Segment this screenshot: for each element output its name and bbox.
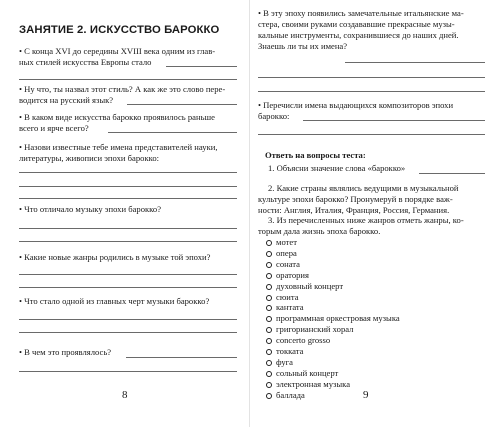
genre-item[interactable] [266,292,299,303]
question-composers: • Перечисли имена выдающихся композиторов эпохи барокко: [258,100,454,121]
genre-item[interactable] [266,335,330,346]
question-3: • В каком виде искусства барокко проявилось раньше всего и ярче всего? [19,112,215,133]
question-6: • Какие новые жанры родились в музыке той эпохи? [19,252,211,262]
genre-label: электронная музыка [276,378,351,389]
test-question-1: 1. Объясни значение слова «барокко» [268,163,406,173]
genre-label: concerto grosso [276,335,331,346]
genre-label: программная оркестровая музыка [276,313,400,324]
radio-circle-icon[interactable] [266,251,272,257]
radio-circle-icon[interactable] [266,327,272,333]
answer-line[interactable] [19,332,237,333]
genre-label: оратория [276,269,309,280]
genre-label: духовный концерт [276,280,344,291]
test-question-2: 2. Какие страны являлись ведущими в музыкальной культуре эпохи барокко? Пронумеруй в порядке важ- ности: Англия, Италия, Франция, Россия, Германия. [258,183,459,215]
answer-line[interactable] [19,79,237,80]
genre-label: баллада [276,389,305,400]
question-masters: • В эту эпоху появились замечательные итальянские ма- стера, своими руками создававшие прекрасные музы- кальные инструменты, сохранившиеся до наших дней. Знаешь ли ты их имена? [258,8,464,51]
question-1: • С конца XVI до середины XVIII века одним из глав- ных стилей искусства Европы стало [19,46,216,67]
radio-circle-icon[interactable] [266,305,272,311]
genre-item[interactable] [266,368,338,379]
answer-line[interactable] [19,186,237,187]
radio-circle-icon[interactable] [266,295,272,301]
question-4: • Назови известные тебе имена представителей науки, литературы, живописи эпохи барокко: [19,142,218,163]
genre-label: сольный концерт [276,367,339,378]
answer-line[interactable] [19,319,237,320]
radio-circle-icon[interactable] [266,316,272,322]
question-7: • Что стало одной из главных черт музыки барокко? [19,296,210,306]
question-8: • В чем это проявлялось? [19,347,112,357]
radio-circle-icon[interactable] [266,382,272,388]
radio-circle-icon[interactable] [266,284,272,290]
genre-item[interactable] [266,237,297,248]
genre-item[interactable] [266,248,297,259]
genre-item[interactable] [266,357,293,368]
answer-line[interactable] [19,198,237,199]
radio-circle-icon[interactable] [266,273,272,279]
page-number-right: 9 [363,389,369,401]
genre-label: сюита [276,291,299,302]
genre-label: соната [276,258,300,269]
lesson-title: ЗАНЯТИЕ 2. ИСКУССТВО БАРОККО [19,24,220,36]
genre-item[interactable] [266,302,304,313]
answer-line[interactable] [345,62,485,63]
answer-line[interactable] [258,91,485,92]
answer-line[interactable] [19,371,237,372]
radio-circle-icon[interactable] [266,240,272,246]
genre-label: григорианский хорал [276,324,354,335]
answer-line[interactable] [419,173,485,174]
answer-line[interactable] [19,274,237,275]
radio-circle-icon[interactable] [266,393,272,399]
genre-item[interactable] [266,281,343,292]
genre-label: кантата [276,302,304,313]
answer-line[interactable] [126,357,237,358]
answer-line[interactable] [19,287,237,288]
answer-line[interactable] [258,77,485,78]
radio-circle-icon[interactable] [266,338,272,344]
answer-line[interactable] [108,132,237,133]
genre-label: фуга [276,356,293,367]
genre-label: мотет [276,237,297,247]
radio-circle-icon[interactable] [266,360,272,366]
radio-circle-icon[interactable] [266,262,272,268]
genre-item[interactable] [266,346,303,357]
test-heading: Ответь на вопросы теста: [265,150,366,160]
answer-line[interactable] [258,134,485,135]
answer-line[interactable] [19,241,237,242]
question-5: • Что отличало музыку эпохи барокко? [19,204,162,214]
genre-item[interactable] [266,390,305,401]
answer-line[interactable] [19,228,237,229]
genre-item[interactable] [266,379,350,390]
genre-item[interactable] [266,324,353,335]
question-2: • Ну что, ты назвал этот стиль? А как же это слово пере- водится на русский язык? [19,84,226,105]
answer-line[interactable] [127,104,237,105]
answer-line[interactable] [19,172,237,173]
answer-line[interactable] [303,120,485,121]
genre-item[interactable] [266,270,309,281]
radio-circle-icon[interactable] [266,371,272,377]
genre-label: токката [276,346,304,356]
answer-line[interactable] [166,66,237,67]
radio-circle-icon[interactable] [266,349,272,355]
genre-item[interactable] [266,313,400,324]
page-number-left: 8 [122,389,128,401]
genre-label: опера [276,247,297,258]
test-question-3: 3. Из перечисленных ниже жанров отметь жанры, ко- торым дала жизнь эпоха барокко. [258,215,464,236]
genre-item[interactable] [266,259,300,270]
